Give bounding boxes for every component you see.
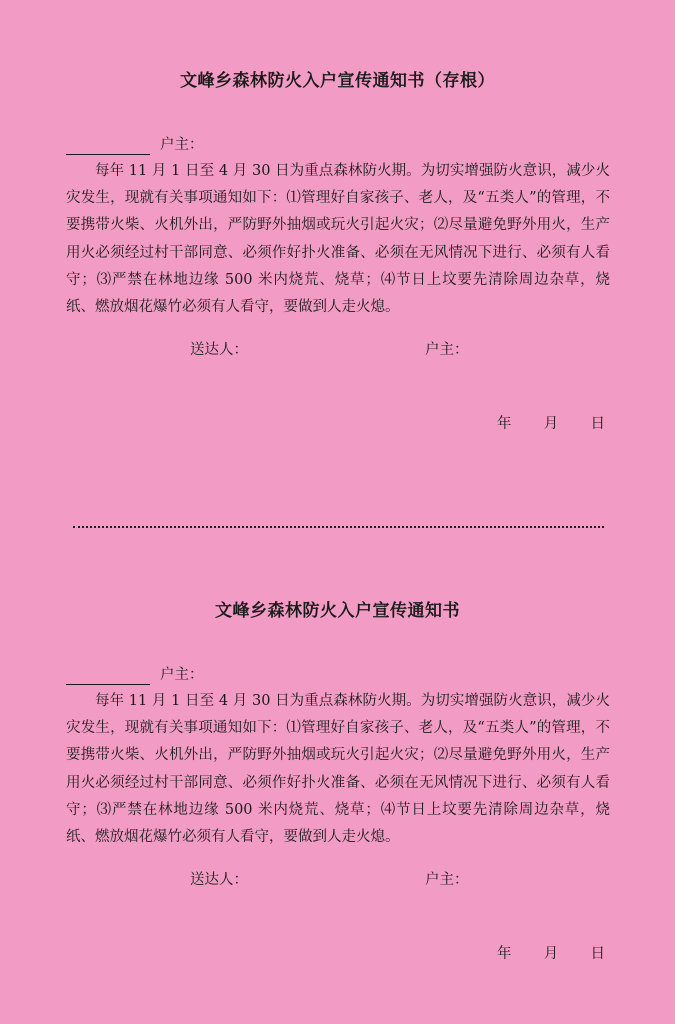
notice-title: 文峰乡森林防火入户宣传通知书 [215,601,460,621]
stub-date-month: 月 [543,416,559,432]
notice-date-year: 年 [497,946,512,962]
notice-sender-label: 送达人： [190,872,248,888]
notice-householder-blank [66,670,150,685]
stub-date-row [497,412,605,433]
stub-body-text: 每年 11 月 1 日至 4 月 30 日为重点森林防火期。为切实增强防火意识，减少火灾发生，现就有关事项通知如下：⑴管理好自家孩子、老人，及“五类人”的管理，不要携带火柴、火机外出，严防野外抽烟或玩火引起火灾；⑵尽量避免野外用火，生产用火必须经过村干部同意、必须作好扑火准备、必须在无风情况下进行、必须有人看守；⑶严禁在林地边缘 500 米内烧荒、烧草；⑷节日上坟要先清除周边杂草，烧纸、燃放烟花爆竹必须有人看守，要做到人走火熄。 [66,163,610,316]
stub-recipient-label: 户主： [425,342,469,358]
stub-date-year: 年 [497,416,512,432]
stub-householder-label: 户主： [160,137,204,153]
stub-householder-blank [66,140,150,155]
cut-line-divider [73,526,604,528]
stub-sender-label: 送达人： [190,342,248,358]
stub-householder-line [66,135,204,155]
stub-date-day: 日 [590,416,605,432]
notice-householder-line [66,665,204,685]
notice-recipient-label: 户主： [425,872,469,888]
notice-date-month: 月 [543,946,559,962]
notice-date-day: 日 [590,946,605,962]
stub-title: 文峰乡森林防火入户宣传通知书（存根） [180,71,495,91]
notice-date-row [497,942,605,963]
notice-body-text: 每年 11 月 1 日至 4 月 30 日为重点森林防火期。为切实增强防火意识，减少火灾发生，现就有关事项通知如下：⑴管理好自家孩子、老人，及“五类人”的管理，不要携带火柴、火机外出，严防野外抽烟或玩火引起火灾；⑵尽量避免野外用火，生产用火必须经过村干部同意、必须作好扑火准备、必须在无风情况下进行、必须有人看守；⑶严禁在林地边缘 500 米内烧荒、烧草；⑷节日上坟要先清除周边杂草，烧纸、燃放烟花爆竹必须有人看守，要做到人走火熄。 [66,693,610,846]
notice-householder-label: 户主： [160,667,204,683]
